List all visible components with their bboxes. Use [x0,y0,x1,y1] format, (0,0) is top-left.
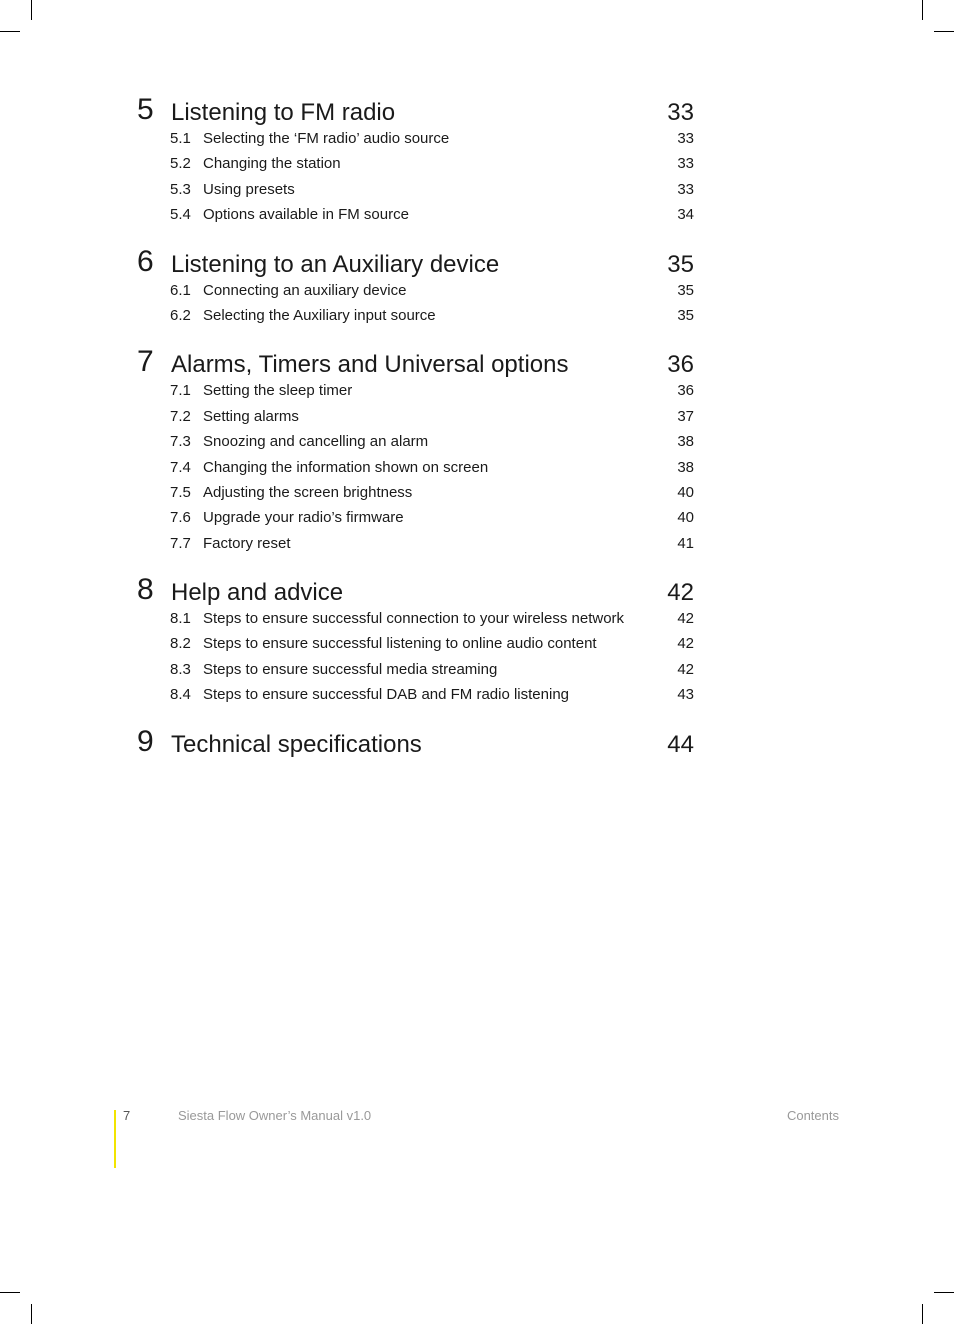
toc-chapter [137,572,694,708]
crop-mark [922,1304,923,1324]
entry-number: 7.4 [170,458,191,476]
entry-number: 7.3 [170,433,191,451]
entry-number: 5.4 [170,206,191,224]
entry-title: Selecting the ‘FM radio’ audio source [203,130,450,147]
entry-title: Steps to ensure successful media streaming [203,660,498,678]
entry-page: 38 [677,433,694,451]
chapter-number: 6 [137,244,154,278]
crop-mark [934,31,954,32]
entry-title: Steps to ensure successful DAB and FM radio listening [203,686,570,704]
entry-number: 7.7 [170,534,191,552]
toc-entry[interactable] [137,606,694,631]
chapter-title: Alarms, Timers and Universal options [171,351,569,379]
chapter-title: Listening to FM radio [171,99,396,126]
crop-mark [0,1292,20,1293]
toc-entry[interactable] [137,682,694,707]
entry-title: Adjusting the screen brightness [203,483,413,501]
toc-entry[interactable] [137,126,694,151]
toc-chapter-heading[interactable] [137,572,694,606]
entry-number: 7.1 [170,382,191,400]
entry-number: 8.4 [170,686,191,704]
crop-mark [934,1292,954,1293]
entry-page: 38 [677,458,694,476]
entry-number: 8.1 [170,610,191,628]
toc-entry[interactable] [137,455,694,480]
toc-entry[interactable] [137,202,694,227]
chapter-number: 5 [137,93,154,126]
toc-entry[interactable] [137,657,694,682]
entry-page: 33 [677,130,694,147]
toc-chapter-heading[interactable] [137,344,694,378]
entry-page: 41 [677,534,694,552]
entry-number: 5.2 [170,155,191,173]
entry-page: 43 [677,686,694,704]
toc-chapter-heading[interactable] [137,724,694,758]
footer-manual-title: Siesta Flow Owner’s Manual v1.0 [178,1108,372,1123]
entry-number: 5.3 [170,180,191,198]
toc-entry[interactable] [137,631,694,656]
toc-chapter [137,724,694,758]
toc-chapter [137,244,694,329]
toc-chapter [137,344,694,556]
chapter-page: 44 [667,730,694,758]
entry-page: 35 [677,281,694,299]
entry-title: Steps to ensure successful listening to online audio content [203,635,597,653]
entry-title: Factory reset [203,534,291,552]
entry-number: 6.2 [170,306,191,324]
entry-title: Snoozing and cancelling an alarm [203,433,429,451]
footer-section-name: Contents [786,1108,839,1123]
entry-title: Options available in FM source [203,206,409,224]
entry-page: 42 [677,660,694,678]
chapter-page: 42 [667,579,694,607]
entry-title: Changing the station [203,155,341,173]
crop-mark [31,0,32,20]
chapter-number: 9 [137,724,154,758]
toc-entry[interactable] [137,278,694,303]
entry-page: 37 [677,407,694,425]
entry-number: 8.3 [170,660,191,678]
chapter-title: Listening to an Auxiliary device [171,250,500,278]
toc-chapter-heading[interactable] [137,92,694,126]
toc-chapter [137,92,694,228]
chapter-number: 7 [137,345,154,379]
chapter-title: Help and advice [171,579,344,607]
chapter-title: Technical specifications [171,730,422,758]
entry-page: 36 [677,382,694,400]
entry-title: Upgrade your radio’s firmware [203,509,404,527]
entry-number: 8.2 [170,635,191,653]
entry-number: 5.1 [170,130,191,147]
entry-title: Changing the information shown on screen [203,458,489,476]
toc-entry[interactable] [137,151,694,176]
crop-mark [31,1304,32,1324]
entry-title: Selecting the Auxiliary input source [203,306,436,324]
toc-chapter-heading[interactable] [137,244,694,278]
footer-page-number: 7 [123,1108,131,1123]
entry-page: 42 [677,610,694,628]
entry-number: 7.5 [170,483,191,501]
chapter-number: 8 [137,573,154,607]
chapter-page: 33 [667,99,694,126]
toc-entry[interactable] [137,378,694,403]
entry-page: 34 [677,206,694,224]
entry-number: 7.2 [170,407,191,425]
crop-mark [922,0,923,20]
toc-entry[interactable] [137,303,694,328]
entry-number: 7.6 [170,509,191,527]
toc-entry[interactable] [137,531,694,556]
entry-title: Using presets [203,180,295,198]
crop-mark [0,31,20,32]
entry-title: Connecting an auxiliary device [203,281,407,299]
entry-title: Setting the sleep timer [203,382,353,400]
toc-entry[interactable] [137,177,694,202]
table-of-contents [137,92,694,780]
toc-entry[interactable] [137,480,694,505]
entry-page: 40 [677,483,694,501]
entry-title: Steps to ensure successful connection to your wireless network [203,610,625,628]
toc-entry[interactable] [137,505,694,530]
chapter-page: 35 [667,250,694,278]
entry-page: 42 [677,635,694,653]
entry-page: 33 [677,155,694,173]
footer-accent-bar [114,1110,116,1168]
chapter-page: 36 [667,351,694,379]
entry-number: 6.1 [170,281,191,299]
toc-entry[interactable] [137,404,694,429]
entry-page: 40 [677,509,694,527]
entry-title: Setting alarms [203,407,299,425]
toc-entry[interactable] [137,429,694,454]
entry-page: 35 [677,306,694,324]
entry-page: 33 [677,180,694,198]
